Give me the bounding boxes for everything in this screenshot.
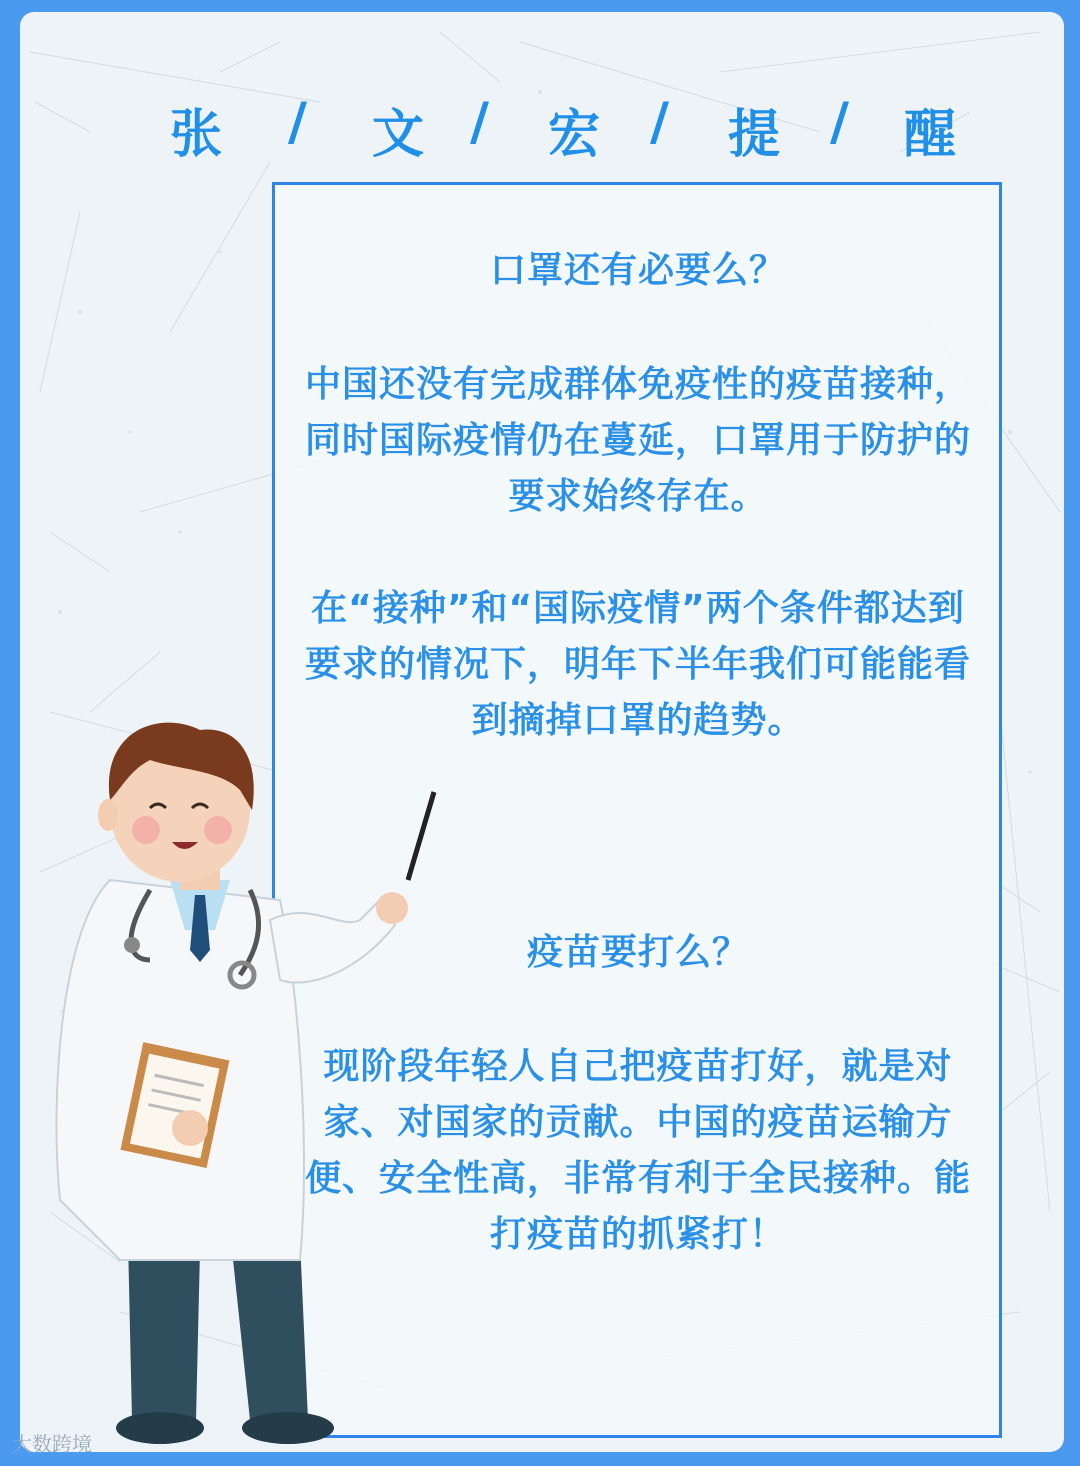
title-slash: /	[288, 92, 307, 152]
watermark: 大数跨境	[12, 1432, 92, 1456]
paragraph-mask-reason: 中国还没有完成群体免疫性的疫苗接种，同时国际疫情仍在蔓延，口罩用于防护的要求始终存在。	[305, 364, 972, 517]
left-hand	[172, 1110, 208, 1146]
trousers	[128, 1240, 308, 1420]
title-char: 提	[728, 105, 781, 165]
question-mask: 口罩还有必要么？	[489, 250, 786, 291]
question-vaccine: 疫苗要打么？	[526, 932, 749, 973]
right-shoe	[242, 1412, 334, 1444]
raised-arm	[270, 900, 395, 983]
left-shoe	[116, 1412, 204, 1444]
left-cheek	[132, 816, 160, 844]
raised-hand	[376, 892, 408, 924]
pointer-stick	[408, 792, 434, 880]
title-char: 宏	[548, 105, 601, 165]
title-char: 醒	[904, 105, 957, 165]
title-slash: /	[650, 92, 669, 152]
paragraph-vaccine: 现阶段年轻人自己把疫苗打好，就是对家、对国家的贡献。中国的疫苗运输方便、安全性高，非常有利于全民接种。能打疫苗的抓紧打！	[305, 1046, 972, 1255]
title-char: 文	[372, 105, 425, 165]
right-cheek	[204, 816, 232, 844]
title-slash: /	[830, 92, 849, 152]
title-slash: /	[470, 92, 489, 152]
stethoscope-head	[124, 937, 140, 953]
title-char: 张	[170, 105, 223, 165]
paragraph-mask-outlook: 在“接种”和“国际疫情”两个条件都达到要求的情况下，明年下半年我们可能能看到摘掉口罩的趋势。	[305, 588, 972, 741]
ear	[98, 799, 118, 831]
